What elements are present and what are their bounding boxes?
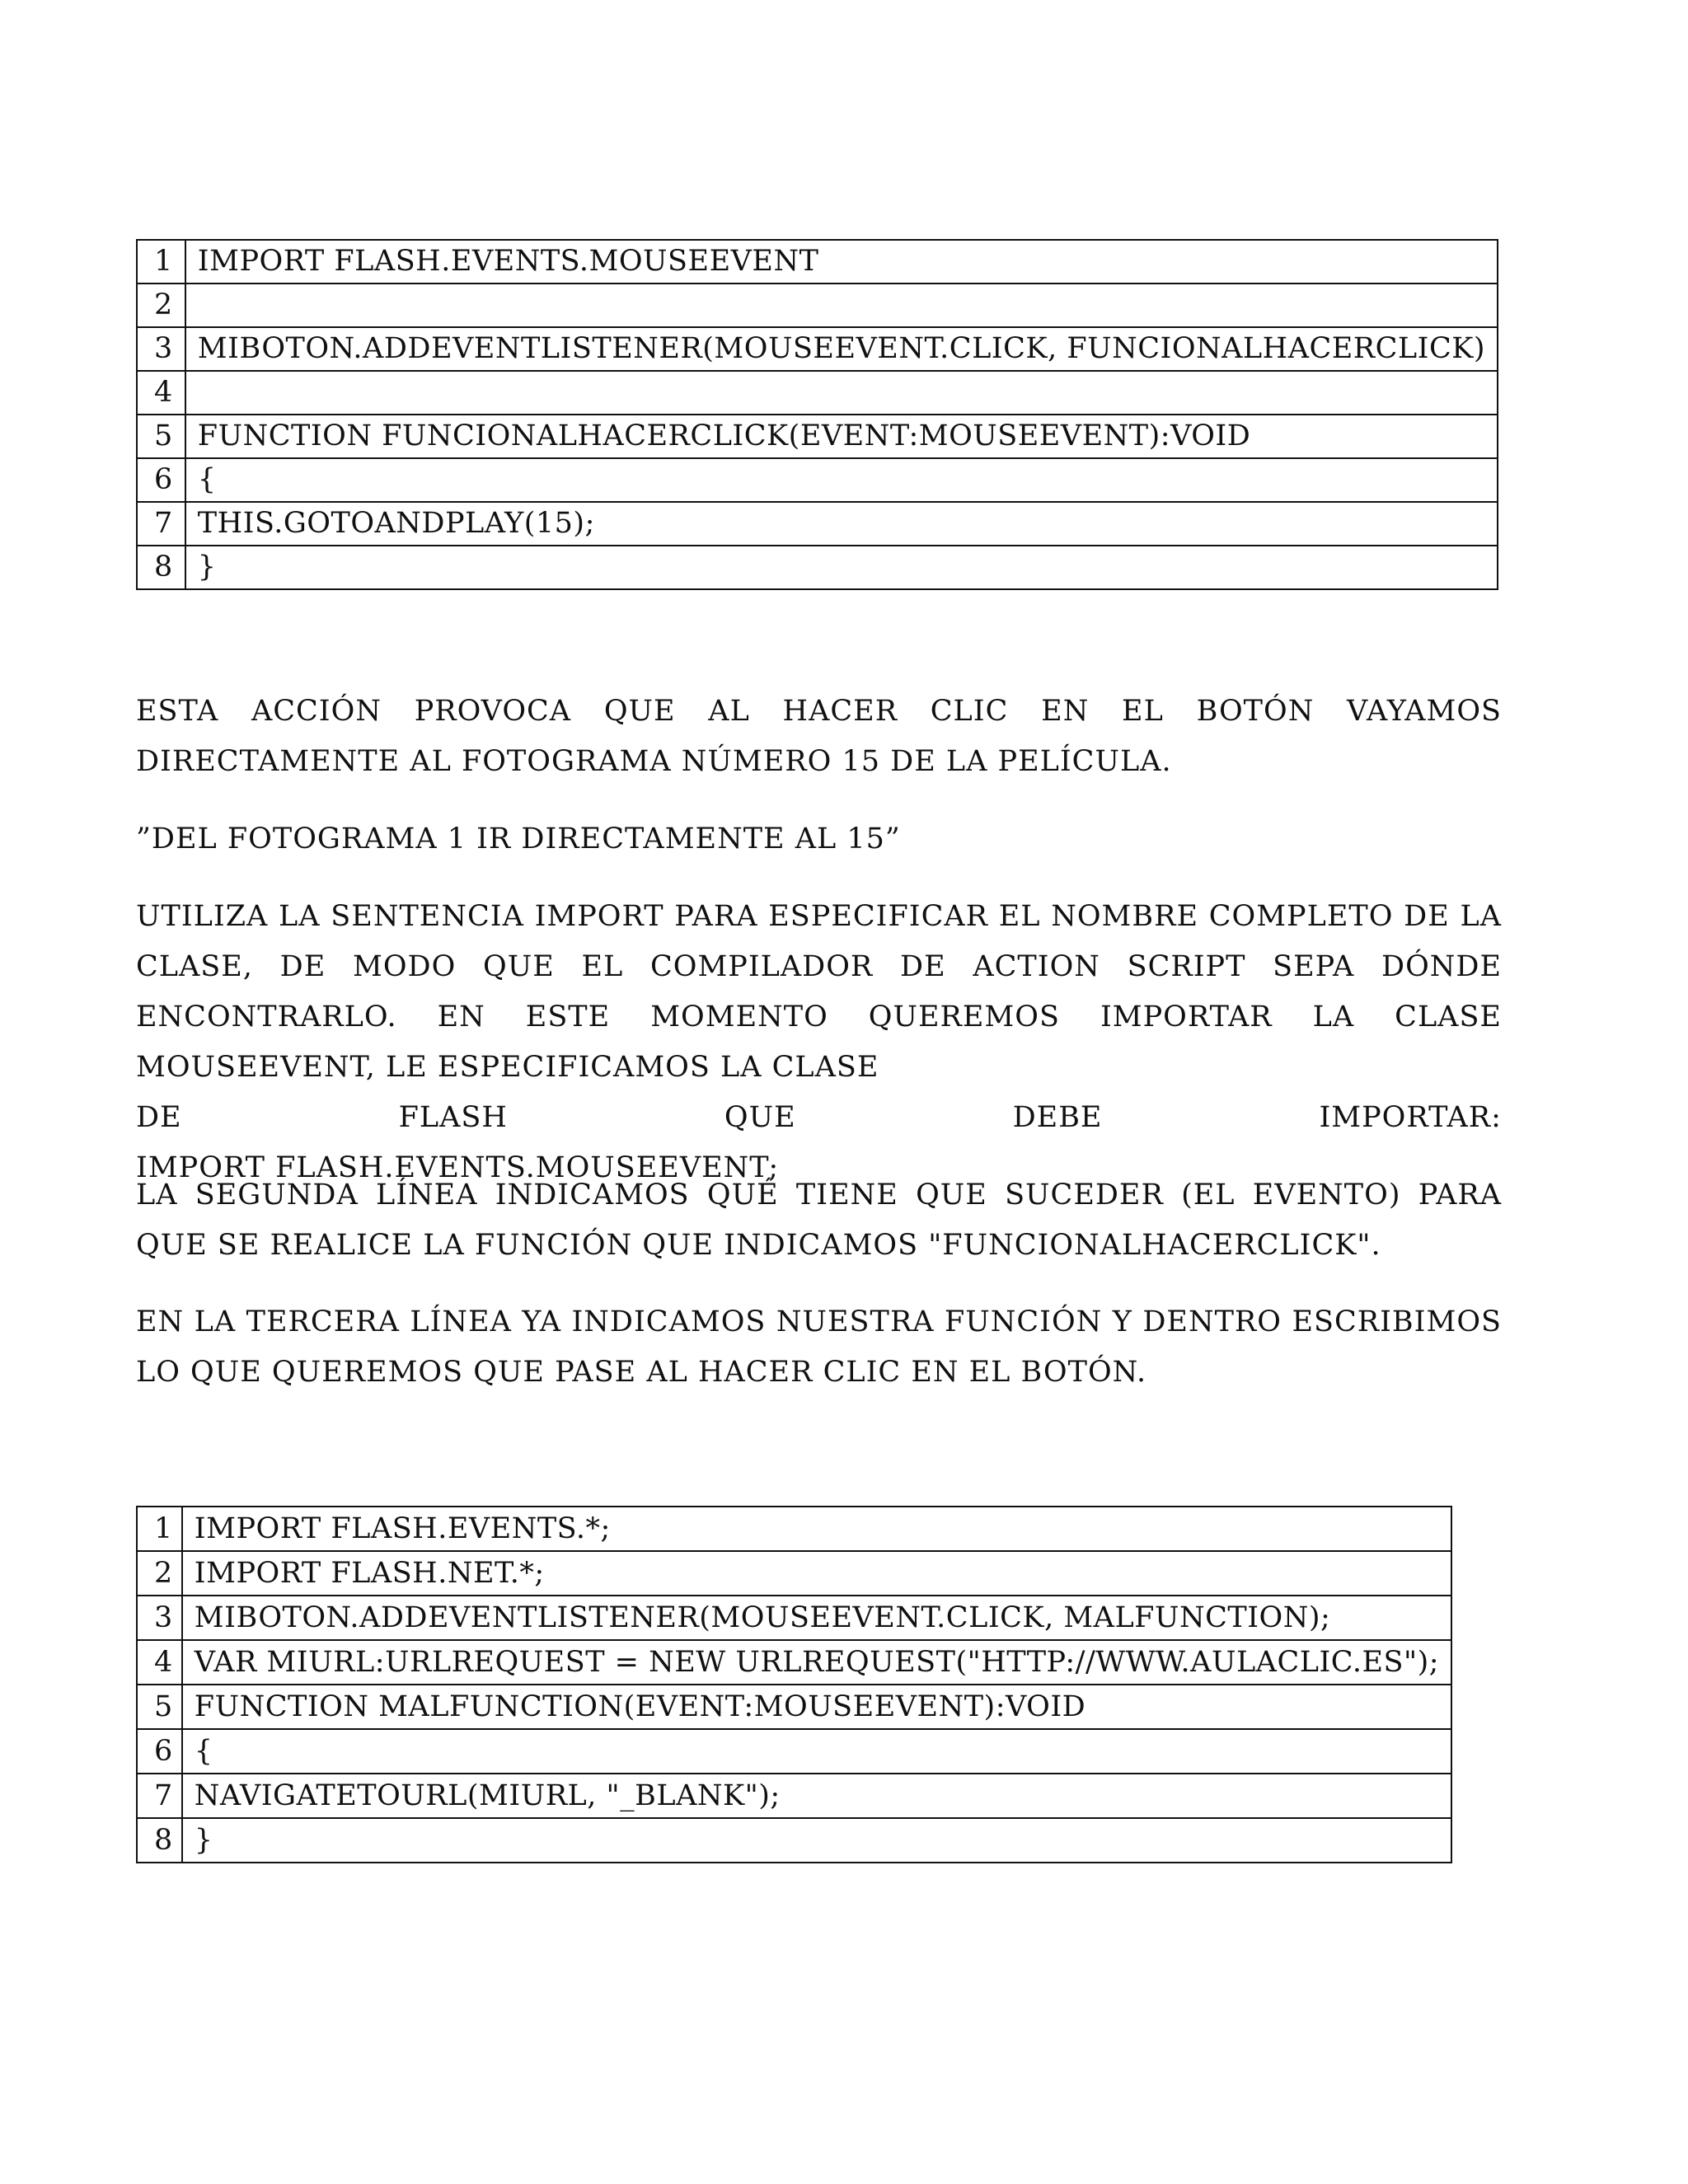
code-line: { (182, 1729, 1451, 1774)
paragraph-import-explanation (136, 892, 1502, 1193)
paragraph-quote: ”DEL FOTOGRAMA 1 IR DIRECTAMENTE AL 15” (136, 823, 901, 855)
code-line: THIS.GOTOANDPLAY(15); (185, 502, 1498, 546)
line-number: 4 (137, 371, 185, 415)
code-row (137, 1640, 1451, 1685)
code-row (137, 546, 1498, 589)
code-line: FUNCTION MALFUNCTION(EVENT:MOUSEEVENT):VOID (182, 1685, 1451, 1729)
import-explanation-spread-line (136, 1093, 1502, 1143)
code-table-2 (136, 1506, 1452, 1863)
line-number: 1 (137, 240, 185, 284)
paragraph-third-line: EN LA TERCERA LÍNEA YA INDICAMOS NUESTRA FUNCIÓN Y DENTRO ESCRIBIMOS LO QUE QUEREMOS QUE PASE AL HACER CLIC EN EL BOTÓN. (136, 1305, 1502, 1389)
code-line (185, 284, 1498, 327)
code-row (137, 415, 1498, 458)
code-row (137, 240, 1498, 284)
code-row (137, 371, 1498, 415)
code-table-1 (136, 239, 1498, 590)
line-number: 2 (137, 1551, 182, 1596)
code-line: } (182, 1818, 1451, 1863)
line-number: 3 (137, 1596, 182, 1640)
code-row (137, 1596, 1451, 1640)
line-number: 7 (137, 1774, 182, 1818)
import-explanation-text: UTILIZA LA SENTENCIA IMPORT PARA ESPECIFICAR EL NOMBRE COMPLETO DE LA CLASE, DE MODO QUE EL COMPILADOR DE ACTION SCRIPT SEPA DÓNDE ENCONTRARLO. EN ESTE MOMENTO QUEREMOS IMPORTAR LA CLASE MOUSEEVENT, LE ESPECIFICAMOS LA CLASE (136, 900, 1502, 1084)
code-row (137, 458, 1498, 502)
paragraph-second-line: LA SEGUNDA LÍNEA INDICAMOS QUÉ TIENE QUE SUCEDER (EL EVENTO) PARA QUE SE REALICE LA FUNCIÓN QUE INDICAMOS "FUNCIONALHACERCLICK". (136, 1179, 1502, 1262)
line-number: 1 (137, 1507, 182, 1551)
code-row (137, 1729, 1451, 1774)
code-line: } (185, 546, 1498, 589)
code-line: NAVIGATETOURL(MIURL, "_BLANK"); (182, 1774, 1451, 1818)
code-row (137, 284, 1498, 327)
paragraph-action-description: ESTA ACCIÓN PROVOCA QUE AL HACER CLIC EN EL BOTÓN VAYAMOS DIRECTAMENTE AL FOTOGRAMA NÚMERO 15 DE LA PELÍCULA. (136, 695, 1502, 778)
spread-word: IMPORTAR: (1319, 1101, 1502, 1134)
line-number: 3 (137, 327, 185, 371)
code-row (137, 1774, 1451, 1818)
code-row (137, 1551, 1451, 1596)
code-line: MIBOTON.ADDEVENTLISTENER(MOUSEEVENT.CLICK, FUNCIONALHACERCLICK) (185, 327, 1498, 371)
line-number: 2 (137, 284, 185, 327)
code-line: IMPORT FLASH.EVENTS.MOUSEEVENT (185, 240, 1498, 284)
line-number: 8 (137, 1818, 182, 1863)
code-line: MIBOTON.ADDEVENTLISTENER(MOUSEEVENT.CLICK, MALFUNCTION); (182, 1596, 1451, 1640)
spread-word: QUE (724, 1101, 796, 1134)
line-number: 4 (137, 1640, 182, 1685)
code-line: IMPORT FLASH.EVENTS.*; (182, 1507, 1451, 1551)
line-number: 7 (137, 502, 185, 546)
spread-word: DEBE (1012, 1101, 1103, 1134)
code-line: VAR MIURL:URLREQUEST = NEW URLREQUEST("HTTP://WWW.AULACLIC.ES"); (182, 1640, 1451, 1685)
spread-word: DE (136, 1101, 182, 1134)
line-number: 5 (137, 415, 185, 458)
import-statement-example: IMPORT FLASH.EVENTS.MOUSEEVENT; (136, 1151, 780, 1184)
code-line (185, 371, 1498, 415)
code-line: FUNCTION FUNCIONALHACERCLICK(EVENT:MOUSEEVENT):VOID (185, 415, 1498, 458)
code-row (137, 327, 1498, 371)
line-number: 5 (137, 1685, 182, 1729)
line-number: 6 (137, 1729, 182, 1774)
code-line: IMPORT FLASH.NET.*; (182, 1551, 1451, 1596)
line-number: 8 (137, 546, 185, 589)
code-row (137, 502, 1498, 546)
code-row (137, 1685, 1451, 1729)
code-row (137, 1507, 1451, 1551)
code-row (137, 1818, 1451, 1863)
spread-word: FLASH (398, 1101, 508, 1134)
code-line: { (185, 458, 1498, 502)
line-number: 6 (137, 458, 185, 502)
